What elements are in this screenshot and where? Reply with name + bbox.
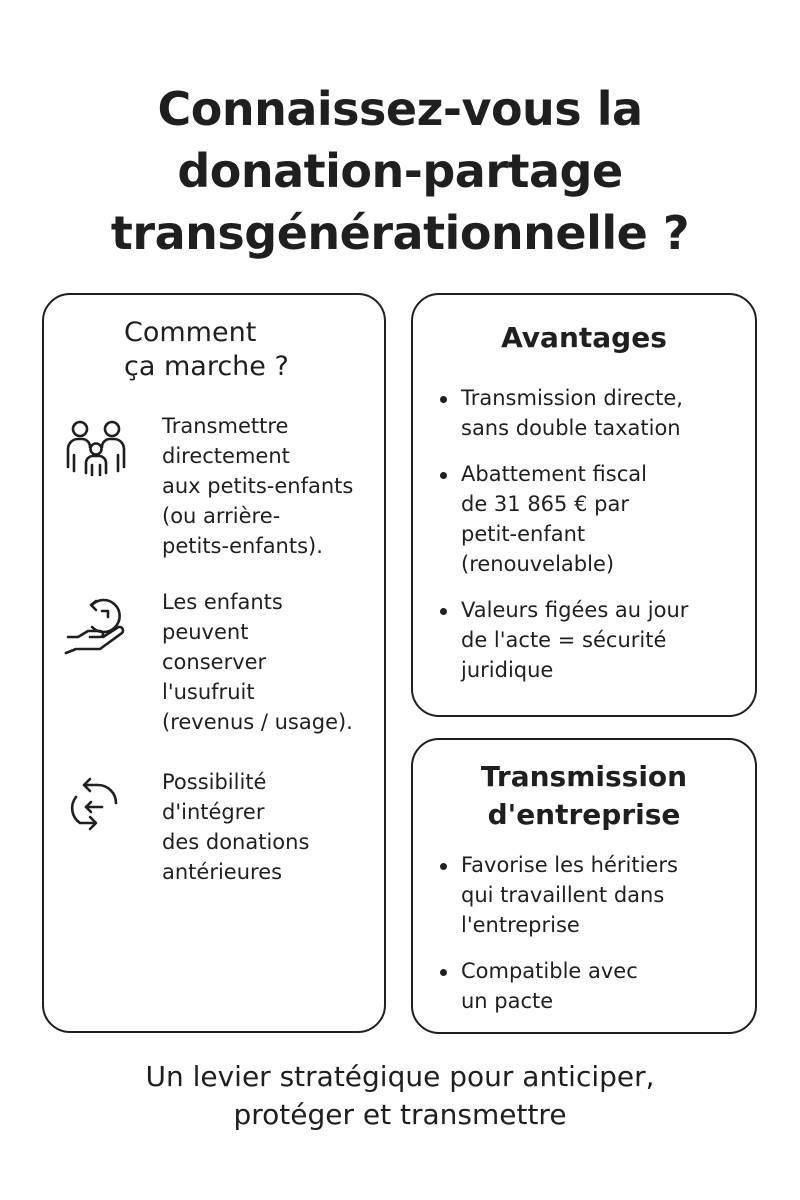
advantages-panel (411, 293, 757, 717)
bullet-text-line: Valeurs figées au jour (461, 598, 689, 622)
how-it-works-title (124, 316, 289, 384)
enterprise-title (413, 758, 755, 834)
how-title-line: Comment (124, 317, 257, 348)
family-icon (62, 415, 132, 485)
enterprise-list (435, 850, 745, 1032)
how-item (62, 415, 382, 575)
item-text-line: Les enfants (162, 590, 283, 614)
bullet-text-line: (renouvelable) (461, 552, 615, 576)
item-text-line: Transmettre (162, 414, 289, 438)
footer-line: Un levier stratégique pour anticiper, (145, 1060, 655, 1093)
bullet-text-line: un pacte (461, 989, 554, 1013)
how-item (62, 765, 382, 895)
bullet-text-line: Compatible avec (461, 959, 638, 983)
item-text-line: Possibilité (162, 770, 267, 794)
item-text-line: petits-enfants). (162, 534, 323, 558)
bullet-text-line: l'entreprise (461, 913, 580, 937)
how-title-line: ça marche ? (124, 351, 289, 382)
item-text-line: (ou arrière- (162, 504, 281, 528)
bullet-text-line: sans double taxation (461, 416, 681, 440)
title-line: donation-partage (177, 144, 623, 198)
item-text-line: aux petits-enfants (162, 474, 354, 498)
footer-line: protéger et transmettre (233, 1098, 567, 1131)
item-text-line: antérieures (162, 860, 283, 884)
list-item (435, 850, 745, 940)
advantages-title: Avantages (501, 321, 667, 354)
footer-tagline (40, 1058, 760, 1134)
list-item (435, 383, 745, 443)
bullet-text-line: petit-enfant (461, 522, 586, 546)
hand-giving-icon (62, 591, 132, 661)
title-line: Connaissez-vous la (157, 82, 643, 136)
bullet-text-line: de l'acte = sécurité (461, 628, 667, 652)
title-line: transgénérationnelle ? (110, 206, 690, 260)
list-item (435, 595, 745, 685)
item-text-line: d'intégrer (162, 800, 265, 824)
how-item (62, 591, 382, 751)
cycle-arrows-icon (62, 771, 132, 841)
enterprise-title-line: Transmission (480, 760, 688, 793)
item-text-line: conserver (162, 650, 267, 674)
bullet-text-line: de 31 865 € par (461, 492, 629, 516)
bullet-text-line: Favorise les héritiers (461, 853, 678, 877)
page-title (40, 78, 760, 264)
item-text-line: des donations (162, 830, 310, 854)
enterprise-title-line: d'entreprise (487, 798, 681, 831)
how-it-works-panel (42, 293, 386, 1033)
bullet-text-line: qui travaillent dans (461, 883, 665, 907)
item-text-line: (revenus / usage). (162, 710, 353, 734)
item-text-line: l'usufruit (162, 680, 255, 704)
advantages-list (435, 383, 745, 701)
bullet-text-line: Abattement fiscal (461, 462, 647, 486)
bullet-text-line: Transmission directe, (461, 386, 683, 410)
bullet-text-line: juridique (461, 658, 554, 682)
list-item (435, 956, 745, 1016)
enterprise-panel (411, 738, 757, 1034)
list-item (435, 459, 745, 579)
item-text-line: peuvent (162, 620, 249, 644)
item-text-line: directement (162, 444, 290, 468)
